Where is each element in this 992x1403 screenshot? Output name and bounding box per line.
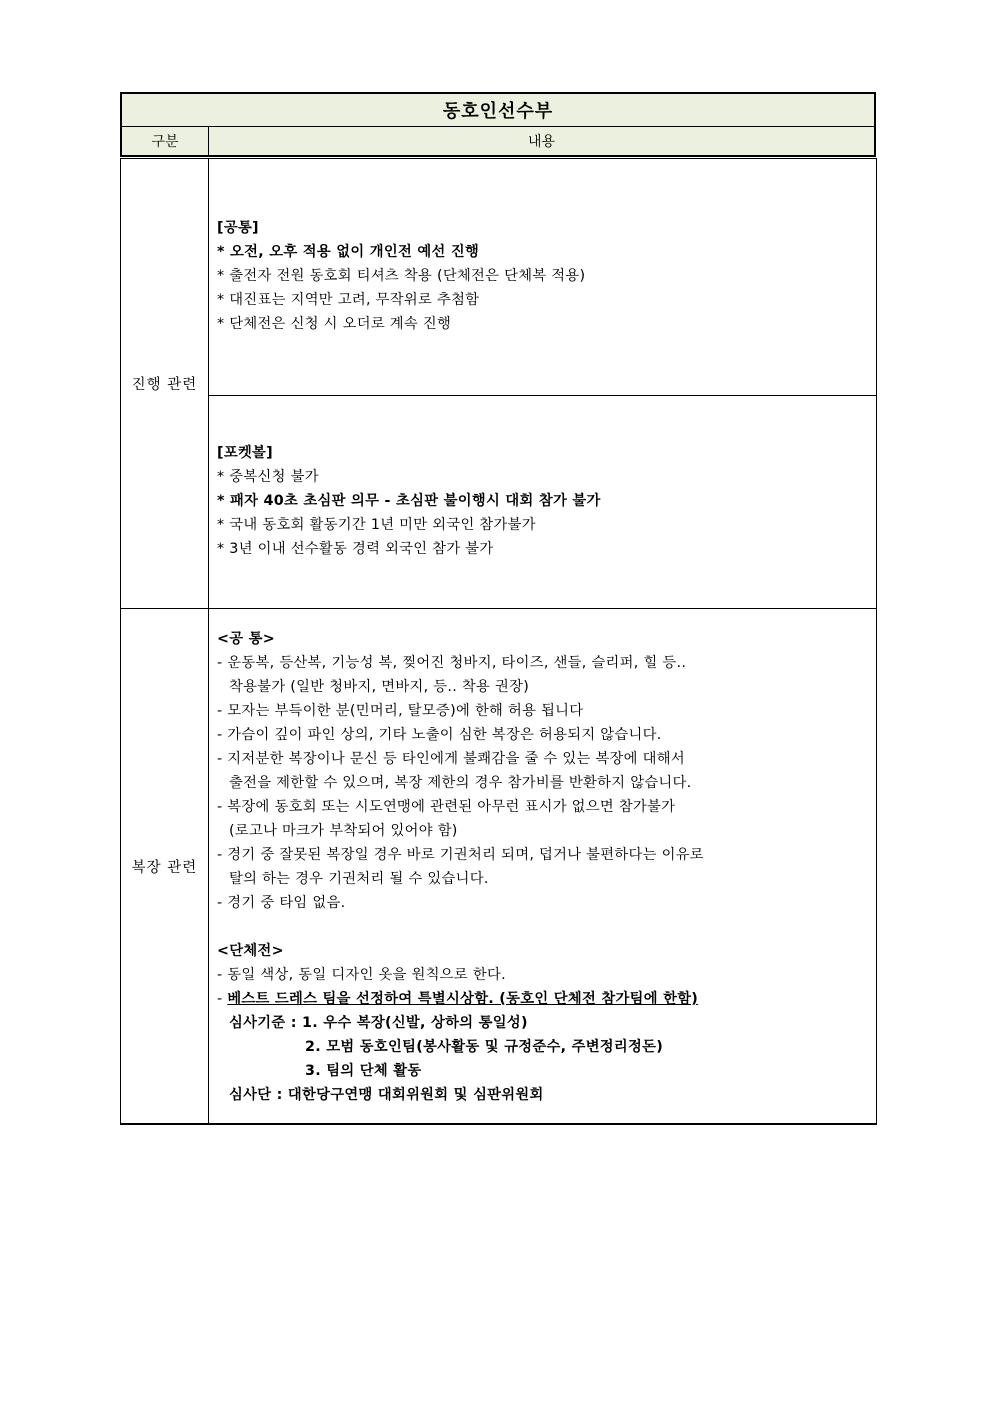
dress-cell — [209, 609, 876, 1123]
dress-team-rule: - 동일 색상, 동일 디자인 옷을 원칙으로 한다. — [217, 967, 506, 983]
dress-rule: - 경기 중 타임 없음. — [217, 895, 346, 911]
progress-common-item: * 단체전은 신청 시 오더로 계속 진행 — [217, 316, 452, 332]
dress-rule: - 모자는 부득이한 분(민머리, 탈모증)에 한해 허용 됩니다 — [217, 703, 584, 719]
pocketball-item: * 중복신청 불가 — [217, 469, 319, 485]
progress-common-item: * 출전자 전원 동호회 티셔츠 착용 (단체전은 단체복 적용) — [217, 268, 586, 284]
judging-criteria-2: 2. 모범 동호인팀(봉사활동 및 규정준수, 주변정리정돈) — [305, 1039, 664, 1055]
section-label-dress: 복장 관련 — [121, 609, 209, 1123]
dress-team-award-prefix: - — [217, 991, 228, 1007]
dress-rule: - 복장에 동호회 또는 시도연맹에 관련된 아무런 표시가 없으면 참가불가 — [217, 799, 676, 815]
section-content-progress — [209, 159, 876, 608]
dress-rule: 착용불가 (일반 청바지, 면바지, 등.. 착용 권장) — [229, 679, 530, 695]
table-header — [120, 126, 876, 157]
progress-common-heading: [공통] — [217, 220, 259, 236]
pocketball-item: * 3년 이내 선수활동 경력 외국인 참가 불가 — [217, 541, 494, 557]
dress-rule: - 가슴이 깊이 파인 상의, 기타 노출이 심한 복장은 허용되지 않습니다. — [217, 727, 662, 743]
pocketball-heading: [포켓볼] — [217, 445, 274, 461]
progress-pocketball-cell — [209, 395, 876, 608]
section-label-progress: 진행 관련 — [121, 159, 209, 608]
page-title: 동호인선수부 — [120, 92, 876, 128]
dress-common-heading: <공 통> — [217, 631, 276, 647]
section-content-dress — [209, 609, 876, 1123]
pocketball-item: * 국내 동호회 활동기간 1년 미만 외국인 참가불가 — [217, 517, 536, 533]
progress-common-cell — [209, 159, 876, 395]
header-content: 내용 — [527, 134, 556, 150]
dress-rule: 출전을 제한할 수 있으며, 복장 제한의 경우 참가비를 반환하지 않습니다. — [229, 775, 692, 791]
pocketball-item: * 패자 40초 초심판 의무 - 초심판 불이행시 대회 참가 불가 — [217, 493, 601, 509]
dress-team-award — [217, 987, 876, 1011]
dress-rule: (로고나 마크가 부착되어 있어야 함) — [229, 823, 458, 839]
table-body — [120, 158, 877, 1125]
section-progress — [121, 159, 876, 609]
dress-rule: - 지저분한 복장이나 문신 등 타인에게 불쾌감을 줄 수 있는 복장에 대해서 — [217, 751, 685, 767]
progress-common-item: * 대진표는 지역만 고려, 무작위로 추첨함 — [217, 292, 480, 308]
dress-team-heading: <단체전> — [217, 943, 284, 959]
section-dress — [121, 609, 876, 1125]
spacer — [217, 915, 876, 939]
judging-criteria-3: 3. 팀의 단체 활동 — [305, 1063, 422, 1079]
progress-common-item: * 오전, 오후 적용 없이 개인전 예선 진행 — [217, 244, 480, 260]
header-category: 구분 — [122, 127, 209, 155]
dress-rule: 탈의 하는 경우 기권처리 될 수 있습니다. — [229, 871, 489, 887]
dress-rule: - 경기 중 잘못된 복장일 경우 바로 기권처리 되며, 덥거나 불편하다는 이유로 — [217, 847, 704, 863]
judging-panel: 심사단 : 대한당구연맹 대회위원회 및 심판위원회 — [229, 1087, 544, 1103]
dress-rule: - 운동복, 등산복, 기능성 복, 찢어진 청바지, 타이즈, 샌들, 슬리퍼, 힐 등.. — [217, 655, 687, 671]
judging-criteria-1: 심사기준 : 1. 우수 복장(신발, 상하의 통일성) — [229, 1015, 528, 1031]
dress-team-award-text: 베스트 드레스 팀을 선정하여 특별시상함. (동호인 단체전 참가팀에 한함) — [227, 991, 699, 1007]
